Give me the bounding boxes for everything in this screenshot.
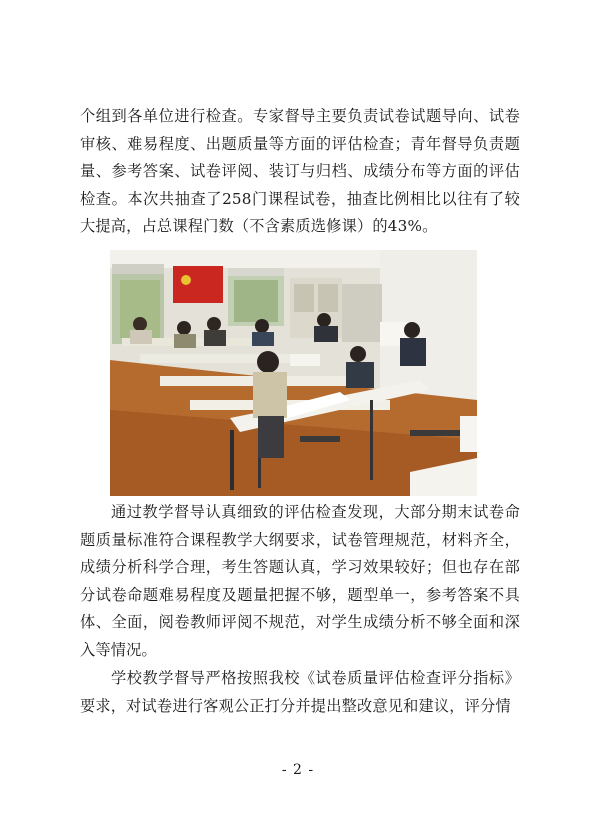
- paragraph-1: 个组到各单位进行检查。专家督导主要负责试卷试题导向、试卷审核、难易程度、出题质量等方面的评估检查；青年督导负责题量、参考答案、试卷评阅、装订与归档、成绩分布等方面的评估检查。本次共抽查了258门课程试卷，抽查比例相比以往有了较大提高，占总课程门数（不含素质选修课）的43%。: [80, 107, 520, 236]
- meeting-room-photo: [110, 250, 477, 496]
- photo-illustration: [110, 250, 477, 496]
- paragraph-3: 学校教学督导严格按照我校《试卷质量评估检查评分指标》要求，对试卷进行客观公正打分并提出整改意见和建议，评分情: [80, 669, 520, 715]
- page-number: - 2 -: [281, 762, 315, 778]
- flag-shape: [173, 266, 223, 303]
- paragraph-2: 通过教学督导认真细致的评估检查发现，大部分期末试卷命题质量标准符合课程教学大纲要求，试卷管理规范，材料齐全，成绩分析科学合理，考生答题认真，学习效果较好；但也存在部分试卷命题难易程度及题量把握不够，题型单一，参考答案不具体、全面，阅卷教师评阅不规范，对学生成绩分析不够全面和深入等情况。: [80, 503, 520, 659]
